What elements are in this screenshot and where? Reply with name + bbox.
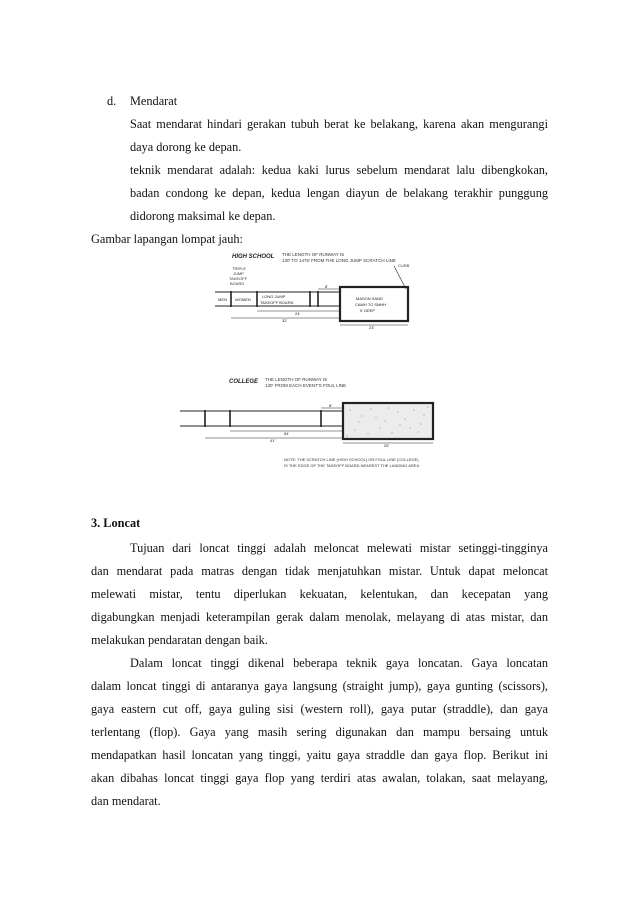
dimension-label: 32': [282, 318, 288, 323]
paragraph-line: Dalam loncat tinggi dikenal beberapa teknik gaya loncatan. Gaya loncatan: [130, 656, 548, 670]
triple-jump-label: TRIPLE: [232, 266, 247, 271]
pit-label: CAMH TO SMHH: [355, 302, 387, 307]
high-school-diagram: [215, 252, 410, 330]
triple-jump-label: TAKEOFF: [229, 276, 248, 281]
pit-label: 9' DEEP: [360, 308, 375, 313]
pit-label: MASON SAND: [356, 296, 383, 301]
section-d-title: Mendarat: [130, 94, 178, 108]
section-d-line: Saat mendarat hindari gerakan tubuh berat ke belakang, karena akan mengurangi: [130, 117, 548, 131]
section-d-line: didorong maksimal ke depan.: [130, 209, 276, 223]
high-school-note: THE LENGTH OF RUNWAY IS: [282, 252, 345, 257]
triple-jump-label: JUMP: [233, 271, 244, 276]
paragraph-line: akan dibahas loncat tinggi gaya flop yang terdiri atas awalan, tolakan, saat melayang,: [91, 771, 548, 785]
curb-label: CURB: [398, 263, 410, 268]
dimension-label: 25': [384, 443, 390, 448]
paragraph-line: Tujuan dari loncat tinggi adalah meloncat melewati mistar setinggi-tingginya: [130, 541, 548, 555]
dimension-label: 41': [270, 438, 276, 443]
men-label: MEN: [218, 297, 227, 302]
dimension-label: 24': [295, 311, 301, 316]
college-note: 130' FROM EACH EVENT'S FOUL LINE: [265, 383, 347, 388]
paragraph-line: melewati mistar, tentu diperlukan kekuatan, kelentukan, dan kecepatan yang: [91, 587, 548, 601]
footnote: NOTE: THE SCRATCH LINE (HIGH SCHOOL) OR FOUL LINE (COLLEGE): [284, 457, 419, 462]
dimension-label: 8': [325, 284, 328, 289]
section-d-line: teknik mendarat adalah: kedua kaki lurus sebelum mendarat lalu dibengkokan,: [130, 163, 548, 177]
college-diagram: [180, 377, 433, 468]
dimension-label: 54': [284, 431, 290, 436]
long-jump-label: LONG JUMP: [262, 294, 286, 299]
paragraph-line: mendapatkan hasil loncatan yang tinggi, yaitu gaya straddle dan gaya flop. Berikut ini: [91, 748, 548, 762]
women-label: WOMEN: [235, 297, 251, 302]
long-jump-label: TAKEOFF BOARD: [260, 300, 294, 305]
dimension-label: 23': [369, 325, 375, 330]
section-d-line: daya dorong ke depan.: [130, 140, 242, 154]
section-d-line: badan condong ke depan, kedua lengan diayun de belakang terakhir punggung: [130, 186, 548, 200]
triple-jump-label: BOARD: [230, 281, 245, 286]
college-title: COLLEGE: [229, 379, 259, 385]
footnote: IS THE EDGE OF THE TAKEOFF BOARD NEAREST THE LANDING AREA: [284, 463, 420, 468]
high-school-note: 130' TO 1475' FROM THE LONG JUMP SCRATCH LINE: [282, 258, 396, 263]
list-marker-d: d.: [107, 94, 117, 108]
paragraph-line: melakukan pendaratan dengan baik.: [91, 633, 268, 647]
pit-fill: [343, 403, 433, 439]
high-school-title: HIGH SCHOOL: [232, 254, 275, 260]
paragraph-line: dalam loncat tinggi di antaranya gaya langsung (straight jump), gaya gunting (scissors),: [91, 679, 548, 693]
figure-caption: Gambar lapangan lompat jauh:: [91, 232, 243, 246]
paragraph-line: terlentang (flop). Gaya yang masih sering digunakan dan mampu bersaing untuk: [91, 725, 548, 739]
paragraph-line: dan mendarat pada matras dengan tidak menjatuhkan mistar. Untuk dapat meloncat: [91, 564, 548, 578]
paragraph-line: dan mendarat.: [91, 794, 161, 808]
section-heading: 3. Loncat: [91, 516, 141, 530]
dimension-label: 8': [329, 403, 332, 408]
paragraph-line: gaya eastern cut off, gaya guling sisi (western roll), gaya putar (straddle), dan gaya: [91, 702, 548, 716]
curb-pointer: [394, 266, 406, 289]
paragraph-line: digabungkan menjadi keterampilan gerak dalam menolak, melayang di atas mistar, dan: [91, 610, 548, 624]
college-note: THE LENGTH OF RUNWAY IS: [265, 377, 328, 382]
